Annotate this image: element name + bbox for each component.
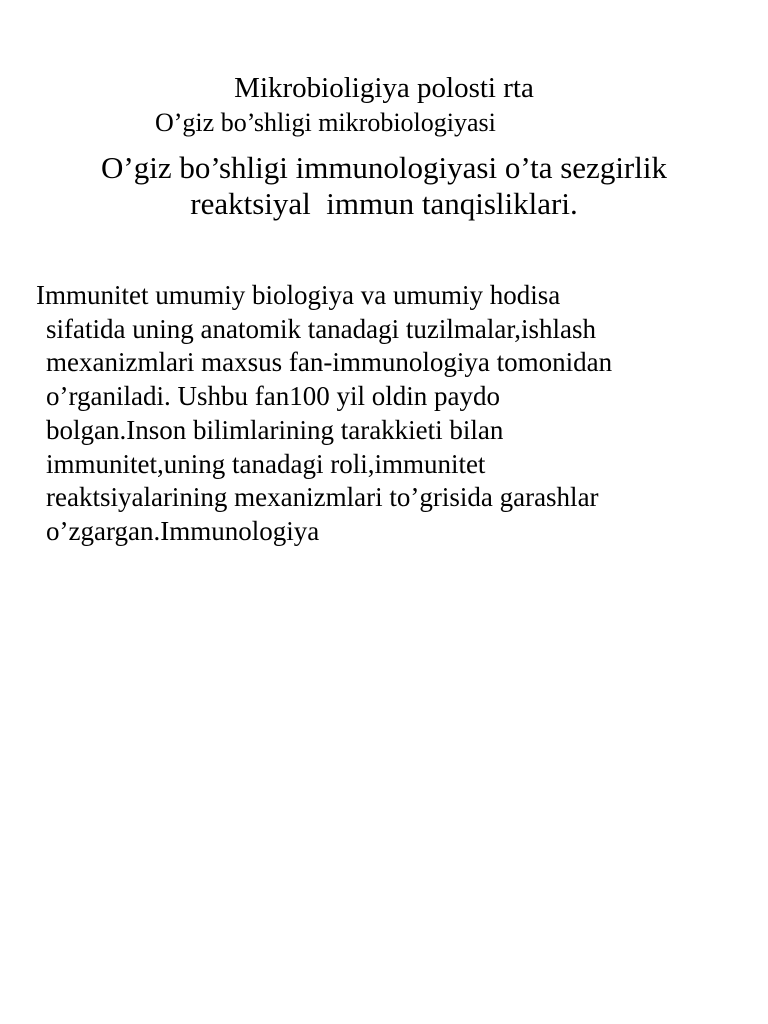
- body-line: sifatida uning anatomik tanadagi tuzilmalar,ishlash: [46, 313, 597, 344]
- slide-heading: [0, 150, 768, 222]
- body-line: o’zgargan.Immunologiya: [46, 515, 320, 546]
- slide-title: Mikrobioligiya polosti rta: [234, 72, 534, 104]
- body-line: reaktsiyalarining mexanizmlari to’grisida garashlar: [46, 482, 599, 513]
- body-line: Immunitet umumiy biologiya va umumiy hodisa: [36, 280, 561, 310]
- body-line: immunitet,uning tanadagi roli,immunitet: [46, 448, 486, 479]
- heading-line: reaktsiyal immun tanqisliklari.: [190, 186, 578, 221]
- body-paragraph: [36, 279, 736, 549]
- slide-subtitle: O’giz bo’shligi mikrobiologiyasi: [155, 108, 496, 137]
- heading-line: O’giz bo’shligi immunologiyasi o’ta sezgirlik: [101, 150, 667, 185]
- body-line: bolgan.Inson bilimlarining tarakkieti bilan: [46, 414, 504, 445]
- body-line: o’rganiladi. Ushbu fan100 yil oldin paydo: [46, 381, 500, 412]
- body-line: mexanizmlari maxsus fan-immunologiya tomonidan: [46, 347, 613, 378]
